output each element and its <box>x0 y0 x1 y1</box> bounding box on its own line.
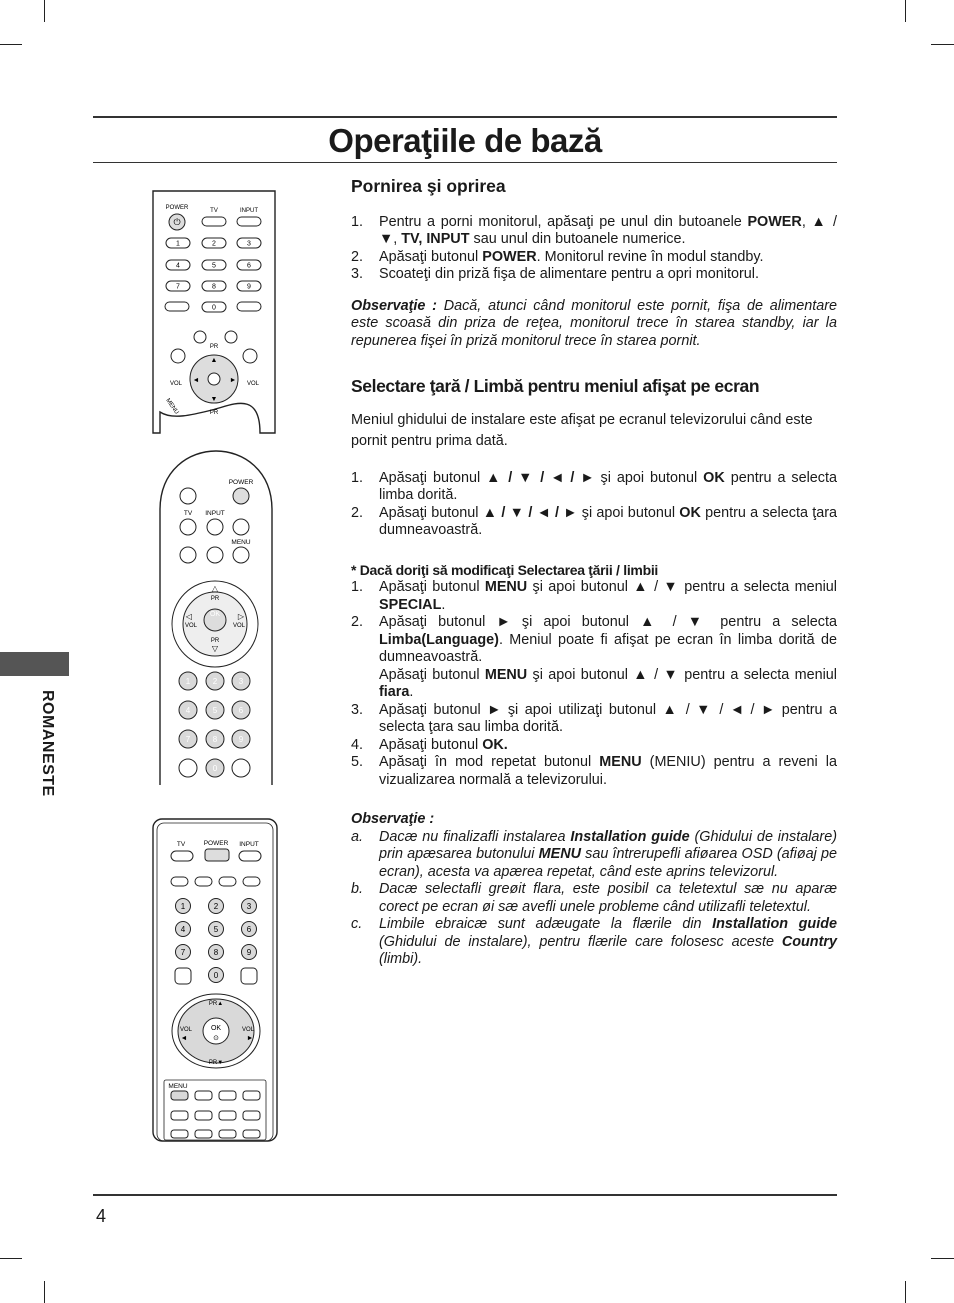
number-label: 8 <box>212 735 218 744</box>
pr-up-label: PR▲ <box>208 1001 224 1007</box>
number-label: 3 <box>247 240 251 248</box>
up-arrow-icon: △ <box>211 584 219 593</box>
down-arrow-icon: ▼ <box>210 396 218 403</box>
right-arrow-icon: ▷ <box>237 612 245 621</box>
number-label: 9 <box>246 948 252 957</box>
tv-label: TV <box>210 208 218 214</box>
power-button[interactable] <box>233 488 249 504</box>
footer-rule <box>93 1194 837 1196</box>
change-steps <box>351 579 837 789</box>
list-item: 2. Apăsaţi butonul ▲ / ▼ / ◄ / ► şi apoi butonul OK pentru a selecta ţara dumneavoastră. <box>351 504 837 538</box>
crop-mark <box>931 44 954 45</box>
aux-button[interactable] <box>180 547 196 563</box>
language-steps <box>351 470 837 540</box>
number-label: 0 <box>212 764 218 773</box>
ok-label: OK <box>210 1025 222 1032</box>
tv-label: TV <box>183 510 193 517</box>
button-left-of-zero[interactable] <box>165 302 189 311</box>
aux-button[interactable] <box>207 547 223 563</box>
input-label: INPUT <box>205 510 225 517</box>
power-button[interactable] <box>205 849 229 861</box>
down-arrow-icon: ▽ <box>211 644 219 653</box>
tv-label: TV <box>176 841 186 848</box>
input-button[interactable] <box>207 519 223 535</box>
input-label: INPUT <box>239 841 259 848</box>
tv-button[interactable] <box>180 519 196 535</box>
aux-button[interactable] <box>179 759 197 777</box>
page-title: Operaţiile de bază <box>328 122 602 159</box>
button-right-of-zero[interactable] <box>237 302 261 311</box>
list-item: 4. Apăsaţi butonul OK. <box>351 736 508 753</box>
crop-mark <box>0 44 22 45</box>
number-label: 9 <box>247 283 251 291</box>
aux-button[interactable] <box>243 1130 260 1138</box>
vol-label-right: VOL <box>241 1027 255 1033</box>
number-label: 5 <box>212 706 218 715</box>
aux-button[interactable] <box>243 1091 260 1100</box>
aux-button[interactable] <box>171 877 188 886</box>
ok-button[interactable] <box>208 373 220 385</box>
power-icon: ⏻ <box>173 217 181 227</box>
title-underline <box>93 162 837 163</box>
left-arrow-icon: ◄ <box>192 377 200 384</box>
notes-label: Observaţie : <box>351 811 435 827</box>
pr-label-bottom: PR <box>210 638 220 644</box>
note-item: c. Limbile ebraicæ sunt adæugate la flærile din Installation guide (Ghidului de instalare), pentru flærile care folosesc aceste Country (limbi). <box>351 916 837 967</box>
ok-label: OK <box>209 611 221 618</box>
crop-mark <box>0 1258 22 1259</box>
number-label: 4 <box>176 262 180 270</box>
aux-button[interactable] <box>219 1111 236 1120</box>
notes-list <box>351 829 837 969</box>
remote-control-1 <box>152 190 276 434</box>
aux-button[interactable] <box>233 519 249 535</box>
number-label: 8 <box>213 948 219 957</box>
aux-button[interactable] <box>195 1130 212 1138</box>
number-label: 0 <box>212 304 216 312</box>
power-label: POWER <box>228 479 254 486</box>
vol-label-right: VOL <box>232 623 246 629</box>
aux-button[interactable] <box>243 349 257 363</box>
number-label: 7 <box>180 948 186 957</box>
page-number: 4 <box>96 1206 107 1226</box>
right-arrow-icon: ► <box>229 377 237 384</box>
aux-button[interactable] <box>219 1130 236 1138</box>
left-arrow-icon: ◁ <box>185 612 193 621</box>
number-label: 3 <box>246 902 252 911</box>
language-tab <box>0 652 69 676</box>
pr-label-top: PR <box>210 596 220 602</box>
number-label: 5 <box>212 262 216 270</box>
number-label: 6 <box>246 925 252 934</box>
number-label: 1 <box>176 240 180 248</box>
tv-button[interactable] <box>171 851 193 861</box>
number-label: 2 <box>213 902 219 911</box>
aux-button[interactable] <box>219 877 236 886</box>
menu-button[interactable] <box>171 1091 188 1100</box>
number-label: 0 <box>213 971 219 980</box>
menu-label: MENU <box>164 397 180 416</box>
language-label: ROMANESTE <box>39 690 56 797</box>
aux-button[interactable] <box>241 968 257 984</box>
aux-button[interactable] <box>232 759 250 777</box>
aux-button[interactable] <box>195 877 212 886</box>
vol-label-left: VOL <box>169 381 183 387</box>
main-content <box>351 178 837 969</box>
power-steps <box>351 214 837 284</box>
list-item: 2. Apăsaţi butonul ► şi apoi butonul ▲ / ▼ pentru a selecta Limba(Language). Meniul poate fi afişat pe ecran în limba dorită de dumneavoastră. Apăsaţi butonul MENU şi apoi butonul ▲ / ▼ pentru a selecta meniul fiara. <box>351 614 837 700</box>
aux-button[interactable] <box>194 331 206 343</box>
number-label: 1 <box>180 902 186 911</box>
section-heading-language: Selectare ţară / Limbă pentru meniul afişat pe ecran <box>351 376 760 396</box>
number-label: 2 <box>212 677 218 686</box>
number-label: 6 <box>238 706 244 715</box>
number-label: 6 <box>247 262 251 270</box>
menu-button[interactable] <box>233 547 249 563</box>
list-item: 1. Apăsaţi butonul ▲ / ▼ / ◄ / ► şi apoi butonul OK pentru a selecta limba dorită. <box>351 469 837 503</box>
number-label: 1 <box>185 677 191 686</box>
crop-mark <box>44 0 45 22</box>
list-item: 1. Pentru a porni monitorul, apăsaţi pe unul din butoanele POWER, ▲ / ▼, TV, INPUT sau unul din butoanele numerice. <box>351 213 837 247</box>
number-label: 8 <box>212 283 216 291</box>
number-label: 7 <box>176 283 180 291</box>
crop-mark <box>931 1258 954 1259</box>
top-rule <box>93 116 837 118</box>
menu-label: MENU <box>231 539 251 546</box>
ok-icon: ⊙ <box>213 1035 219 1042</box>
change-language-heading: * Dacă doriţi să modificaţi Selectarea ţării / limbii <box>351 561 658 578</box>
list-item: 3. Apăsaţi butonul ► şi apoi utilizaţi butonul ▲ / ▼ / ◄ / ► pentru a selecta ţara sau limba dorită. <box>351 701 837 735</box>
aux-button[interactable] <box>243 877 260 886</box>
aux-button[interactable] <box>195 1111 212 1120</box>
note-item: b. Dacæ selectafli greøit flara, este posibil ca teletextul sæ nu aparæ corect pe ecran øi sæ avefli unele probleme când utilizafli teletextul. <box>351 881 837 915</box>
crop-mark <box>44 1281 45 1303</box>
aux-button[interactable] <box>243 1111 260 1120</box>
up-arrow-icon: ▲ <box>210 357 218 364</box>
aux-button[interactable] <box>171 349 185 363</box>
number-label: 4 <box>185 706 191 715</box>
list-item: 5. Apăsaţi în mod repetat butonul MENU (MENIU) pentru a reveni la vizualizarea normală a televizorului. <box>351 754 837 788</box>
aux-button[interactable] <box>171 1130 188 1138</box>
pr-label-bottom: PR <box>209 410 219 416</box>
section-heading-power: Pornirea şi oprirea <box>351 176 506 196</box>
list-item: 3. Scoateţi din priză fişa de alimentare pentru a opri monitorul. <box>351 266 759 282</box>
number-label: 7 <box>185 735 191 744</box>
power-note: Observaţie : Dacă, atunci când monitorul este pornit, fişa de alimentare este scoasă din priza de reţea, monitorul trece în starea standby, iar la repunerea fişei în priză monitorul trece în starea pornit. <box>351 297 837 349</box>
number-label: 2 <box>212 240 216 248</box>
vol-label-right: VOL <box>246 381 260 387</box>
aux-button[interactable] <box>171 1111 188 1120</box>
tv-button[interactable] <box>202 217 226 226</box>
left-arrow-icon: ◄ <box>180 1035 188 1042</box>
aux-button[interactable] <box>219 1091 236 1100</box>
number-label: 9 <box>238 735 244 744</box>
power-label: POWER <box>165 205 189 211</box>
crop-mark <box>905 1281 906 1303</box>
vol-label-left: VOL <box>184 623 198 629</box>
list-item: 2. Apăsaţi butonul POWER. Monitorul revine în modul standby. <box>351 248 764 265</box>
input-label: INPUT <box>240 208 258 214</box>
pr-label: PR <box>209 344 219 350</box>
number-label: 5 <box>213 925 219 934</box>
aux-button[interactable] <box>180 488 196 504</box>
note-item: a. Dacæ nu finalizafli instalarea Installation guide (Ghidului de instalare) prin apæsarea butonului MENU sau întrerupefli afiøarea OSD (afiøaj pe ecran), acesta va apærea repetat, când este aprins televizorul. <box>351 828 837 880</box>
input-button[interactable] <box>239 851 261 861</box>
aux-button[interactable] <box>195 1091 212 1100</box>
aux-button[interactable] <box>225 331 237 343</box>
section-intro: Meniul ghidului de instalare este afişat pe ecranul televizorului când este pornit pentru prima dată. <box>351 411 813 449</box>
remote-control-3 <box>152 818 278 1142</box>
power-label: POWER <box>203 840 229 847</box>
vol-label-left: VOL <box>179 1027 193 1033</box>
pr-down-label: PR▼ <box>208 1060 224 1066</box>
aux-button[interactable] <box>175 968 191 984</box>
number-label: 4 <box>180 925 186 934</box>
number-label: 3 <box>238 677 244 686</box>
menu-label: MENU <box>168 1083 188 1090</box>
input-button[interactable] <box>237 217 261 226</box>
right-arrow-icon: ► <box>246 1035 254 1042</box>
remote-control-2 <box>159 450 273 786</box>
list-item: 1. Apăsaţi butonul MENU şi apoi butonul ▲ / ▼ pentru a selecta meniul SPECIAL. <box>351 579 837 613</box>
crop-mark <box>905 0 906 22</box>
